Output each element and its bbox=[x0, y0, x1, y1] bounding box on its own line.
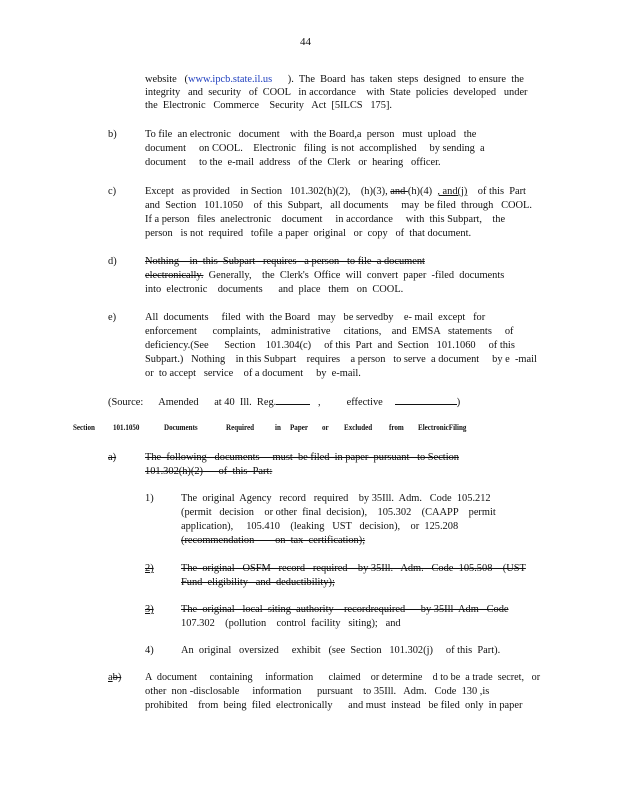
section-header-word-7: from bbox=[389, 422, 404, 432]
section-header-word-4: Paper bbox=[290, 422, 309, 432]
item-3-line-1 bbox=[181, 603, 509, 616]
subsection-b-label: b) bbox=[108, 129, 117, 140]
source-note bbox=[108, 395, 460, 409]
item-3-label: 3) bbox=[145, 604, 154, 615]
section-header-number: 101.1050 bbox=[113, 422, 140, 432]
intro-line-2: integrity and security of COOL in accordance with State policies developed under bbox=[145, 87, 528, 98]
section-b-line-1: A document containing information claimed or determine d to be a trade secret, or bbox=[145, 672, 541, 683]
item-4-line-1: An original oversized exhibit (see Section 101.302(j) of this Part). bbox=[181, 645, 501, 656]
section-b-line-2: other non -disclosable information pursuant to 35Ill. Adm. Code 130 ,is bbox=[145, 686, 490, 697]
item-4-label: 4) bbox=[145, 645, 154, 656]
section-header-word-1: Documents bbox=[164, 422, 198, 432]
subsection-d-line-2 bbox=[145, 269, 504, 282]
section-b-line-3: prohibited from being filed electronically and must instead be filed only in paper bbox=[145, 700, 523, 711]
source-blank-reg bbox=[276, 395, 310, 405]
section-b-label-new: a bbox=[108, 672, 113, 683]
section-header-word-5: or bbox=[322, 422, 329, 432]
subsection-d-label: d) bbox=[108, 256, 117, 267]
subsection-d-line-1 bbox=[145, 255, 425, 268]
c-text-a: Except as provided in Section 101.302(h)(2), (h)(3), bbox=[145, 186, 391, 197]
item-2-deleted-text-2: Fund eligibility and deductibility); bbox=[181, 577, 335, 588]
subsection-c-label: c) bbox=[108, 186, 117, 197]
subsection-d-line-3: into electronic documents and place them on COOL. bbox=[145, 284, 404, 295]
subsection-e-line-4: Subpart.) Nothing in this Subpart requires a person to serve a document by e -mail bbox=[145, 354, 537, 365]
item-2-line-1 bbox=[181, 562, 526, 575]
d-deleted-electronically: electronically. bbox=[145, 270, 204, 281]
item-3-deleted-text: The original local siting authority recordrequired by 35Ill Adm Code bbox=[181, 604, 509, 615]
item-2-label: 2) bbox=[145, 563, 154, 574]
section-a-line-2 bbox=[145, 465, 272, 478]
subsection-b-line-3: document to the e-mail address of the Clerk or hearing officer. bbox=[145, 157, 441, 168]
subsection-b-line-2: document on COOL. Electronic filing is not accomplished by sending a bbox=[145, 143, 485, 154]
subsection-c-line-3: If a person files anelectronic document in accordance with this Subpart, the bbox=[145, 214, 506, 225]
section-header-word-6: Excluded bbox=[344, 422, 373, 432]
item-2-deleted-text-1: The original OSFM record required by 35Ill. Adm. Code 105.508 (UST bbox=[181, 563, 526, 574]
section-a-label: a) bbox=[108, 452, 117, 463]
subsection-e-label: e) bbox=[108, 312, 117, 323]
section-b-label bbox=[108, 671, 121, 684]
subsection-c-line-2: and Section 101.1050 of this Subpart, all documents may be filed through COOL. bbox=[145, 200, 533, 211]
section-header-word-3: in bbox=[275, 422, 281, 432]
source-text-b: , effective bbox=[310, 397, 383, 408]
item-1-label: 1) bbox=[145, 493, 154, 504]
d-text: Generally, the Clerk's Office will convert paper -filed documents bbox=[203, 270, 505, 281]
source-text-c: ) bbox=[456, 397, 461, 408]
item-1-line-2: (permit decision or other final decision), 105.302 (CAAPP permit bbox=[181, 507, 496, 518]
section-header-section: Section bbox=[73, 422, 95, 432]
item-1-line-3: application), 105.410 (leaking UST decision), or 125.208 bbox=[181, 521, 459, 532]
section-header-word-8: ElectronicFiling bbox=[418, 422, 467, 432]
subsection-e-line-5: or to accept service of a document by e-mail. bbox=[145, 368, 361, 379]
intro-line-1 bbox=[145, 73, 524, 86]
d-deleted-sentence: Nothing in this Subpart requires a person to file a document bbox=[145, 256, 425, 267]
c-inserted-and-j: , and(j) bbox=[437, 186, 468, 197]
c-text-c: of this Part bbox=[467, 186, 526, 197]
section-a-line-1 bbox=[145, 451, 459, 464]
section-a-deleted-text-2: 101.302(h)(2) of this Part: bbox=[145, 466, 273, 477]
subsection-b-line-1: To file an electronic document with the Board,a person must upload the bbox=[145, 129, 477, 140]
subsection-e-line-1: All documents filed with the Board may be servedby e- mail except for bbox=[145, 312, 486, 323]
page-number: 44 bbox=[300, 36, 311, 48]
item-3-line-2: 107.302 (pollution control facility siting); and bbox=[181, 618, 401, 629]
ipcb-website-link[interactable]: www.ipcb.state.il.us bbox=[188, 74, 273, 85]
intro-text-b: ). The Board has taken steps designed to ensure the bbox=[272, 74, 524, 85]
subsection-e-line-2: enforcement complaints, administrative citations, and EMSA statements of bbox=[145, 326, 514, 337]
item-1-deleted-text: (recommendation on tax certification); bbox=[181, 535, 366, 546]
item-2-line-2 bbox=[181, 576, 335, 589]
subsection-c-line-1 bbox=[145, 185, 526, 198]
c-text-b: (h)(4) bbox=[407, 186, 438, 197]
subsection-c-line-4: person is not required tofile a paper original or copy of that document. bbox=[145, 228, 472, 239]
item-1-line-4 bbox=[181, 534, 365, 547]
intro-line-3: the Electronic Commerce Security Act [5ILCS 175]. bbox=[145, 100, 393, 111]
source-text-a: (Source: Amended at 40 Ill. Reg. bbox=[108, 397, 277, 408]
item-1-line-1: The original Agency record required by 35Ill. Adm. Code 105.212 bbox=[181, 493, 491, 504]
c-deleted-and: and bbox=[390, 186, 408, 197]
subsection-e-line-3: deficiency.(See Section 101.304(c) of this Part and Section 101.1060 of this bbox=[145, 340, 515, 351]
intro-text-a: website ( bbox=[145, 74, 188, 85]
source-blank-effective bbox=[395, 395, 457, 405]
section-header-word-2: Required bbox=[226, 422, 255, 432]
section-a-deleted-text-1: The following documents must be filed in paper pursuant to Section bbox=[145, 452, 459, 463]
section-b-label-old: b) bbox=[112, 672, 122, 683]
